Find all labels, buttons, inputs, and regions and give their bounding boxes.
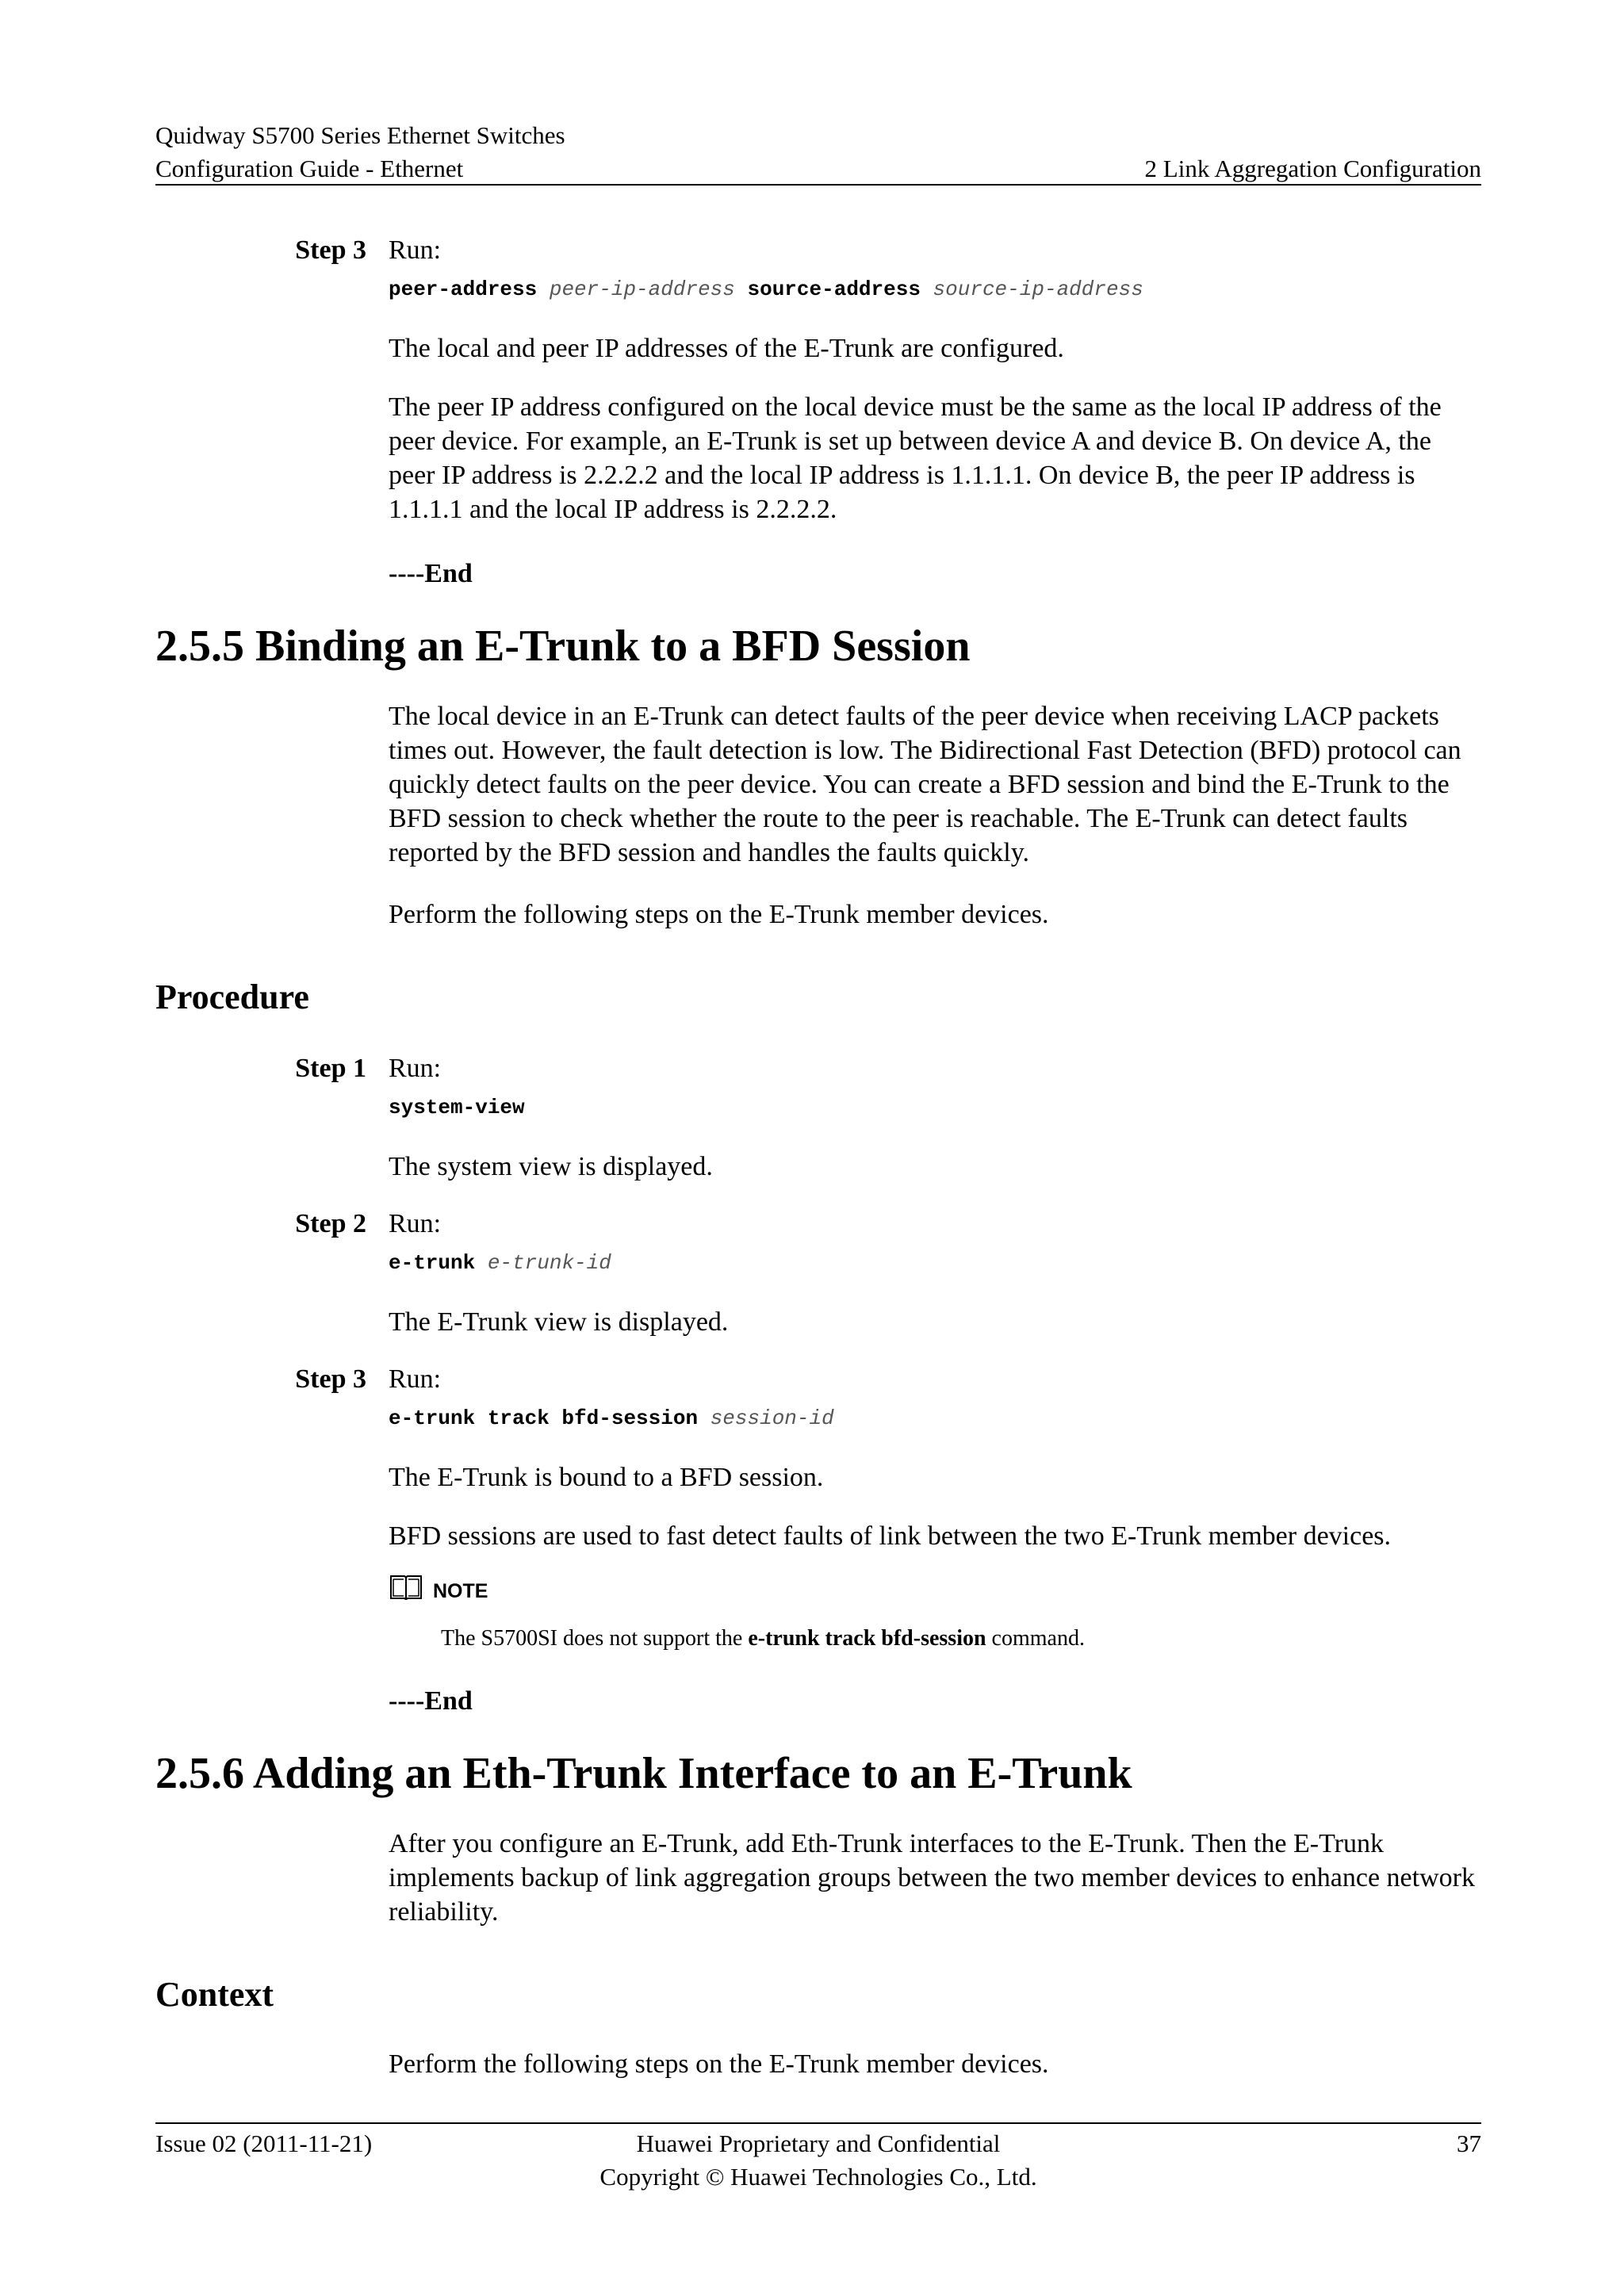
paragraph: After you configure an E-Trunk, add Eth-Trunk interfaces to the E-Trunk. Then the E-Trunk implements backup of link aggregation groups between the two member devices to enhance network reliability. (389, 1829, 1475, 1927)
command-keyword: e-trunk (389, 1251, 476, 1275)
command-argument: peer-ip-address (549, 277, 735, 301)
paragraph: The peer IP address configured on the local device must be the same as the local IP address of the peer device. For example, an E-Trunk is set up between device A and device B. On device A, the peer IP address is 2.2.2.2 and the local IP address is 1.1.1.1. On device B, the peer IP address is 1.1.1.1 and the local IP address is 2.2.2.2. (389, 392, 1442, 524)
footer-divider (155, 2122, 1481, 2124)
command-keyword: source-address (747, 277, 921, 301)
header-product: Quidway S5700 Series Ethernet Switches (155, 121, 565, 149)
paragraph: The local device in an E-Trunk can detect faults of the peer device when receiving LACP packets times out. However, the fault detection is low. The Bidirectional Fast Detection (BFD) protocol can quickly detect faults on the peer device. You can create a BFD session and bind the E-Trunk to the BFD session to check whether the route to the peer is reachable. The E-Trunk can detect faults reported by the BFD session and handles the faults quickly. (389, 702, 1461, 867)
step-label: Step 3 (295, 235, 366, 265)
paragraph: The system view is displayed. (389, 1152, 713, 1181)
command-argument: source-ip-address (933, 277, 1143, 301)
footer-proprietary: Huawei Proprietary and Confidential (636, 2130, 1001, 2157)
run-label: Run: (389, 1209, 442, 1238)
step-label: Step 2 (295, 1209, 366, 1238)
header-divider (155, 184, 1481, 186)
note-text-command: e-trunk track bfd-session (748, 1626, 986, 1651)
note-text-post: command. (986, 1626, 1085, 1651)
footer-copyright: Copyright © Huawei Technologies Co., Ltd. (599, 2163, 1037, 2191)
command-keyword: e-trunk track bfd-session (389, 1406, 699, 1430)
section-title: 2.5.5 Binding an E-Trunk to a BFD Session (155, 622, 971, 671)
subsection-title: Context (155, 1975, 274, 2014)
paragraph: Perform the following steps on the E-Trunk member devices. (389, 2049, 1049, 2079)
header-guide: Configuration Guide - Ethernet (155, 155, 464, 182)
subsection-title: Procedure (155, 978, 309, 1016)
step-label: Step 3 (295, 1364, 366, 1394)
note-text (441, 1624, 1085, 1654)
note-label: NOTE (433, 1580, 488, 1602)
paragraph: The local and peer IP addresses of the E-Trunk are configured. (389, 334, 1064, 363)
run-label: Run: (389, 235, 442, 265)
paragraph: Perform the following steps on the E-Trunk member devices. (389, 900, 1049, 929)
end-marker: ----End (389, 1686, 473, 1716)
section-title: 2.5.6 Adding an Eth-Trunk Interface to an E-Trunk (155, 1749, 1132, 1798)
header-chapter: 2 Link Aggregation Configuration (1144, 155, 1481, 182)
page-number: 37 (1457, 2130, 1481, 2157)
command-line (389, 1405, 834, 1432)
note-text-pre: The S5700SI does not support the (441, 1626, 749, 1651)
book-icon (389, 1573, 423, 1601)
run-label: Run: (389, 1364, 442, 1394)
command-argument: e-trunk-id (487, 1251, 611, 1275)
footer-issue: Issue 02 (2011-11-21) (155, 2130, 373, 2157)
paragraph: The E-Trunk is bound to a BFD session. (389, 1463, 824, 1492)
command-keyword: system-view (389, 1096, 525, 1119)
run-label: Run: (389, 1054, 442, 1083)
step-label: Step 1 (295, 1054, 366, 1083)
command-line (389, 1094, 525, 1121)
paragraph: BFD sessions are used to fast detect faults of link between the two E-Trunk member devices. (389, 1521, 1392, 1551)
end-marker: ----End (389, 559, 473, 588)
command-keyword: peer-address (389, 277, 538, 301)
page-header (155, 119, 1481, 186)
command-line (389, 1249, 611, 1276)
command-argument: session-id (710, 1406, 834, 1430)
command-line (389, 276, 1143, 303)
paragraph: The E-Trunk view is displayed. (389, 1307, 729, 1337)
footer-confidential (155, 2127, 1481, 2194)
